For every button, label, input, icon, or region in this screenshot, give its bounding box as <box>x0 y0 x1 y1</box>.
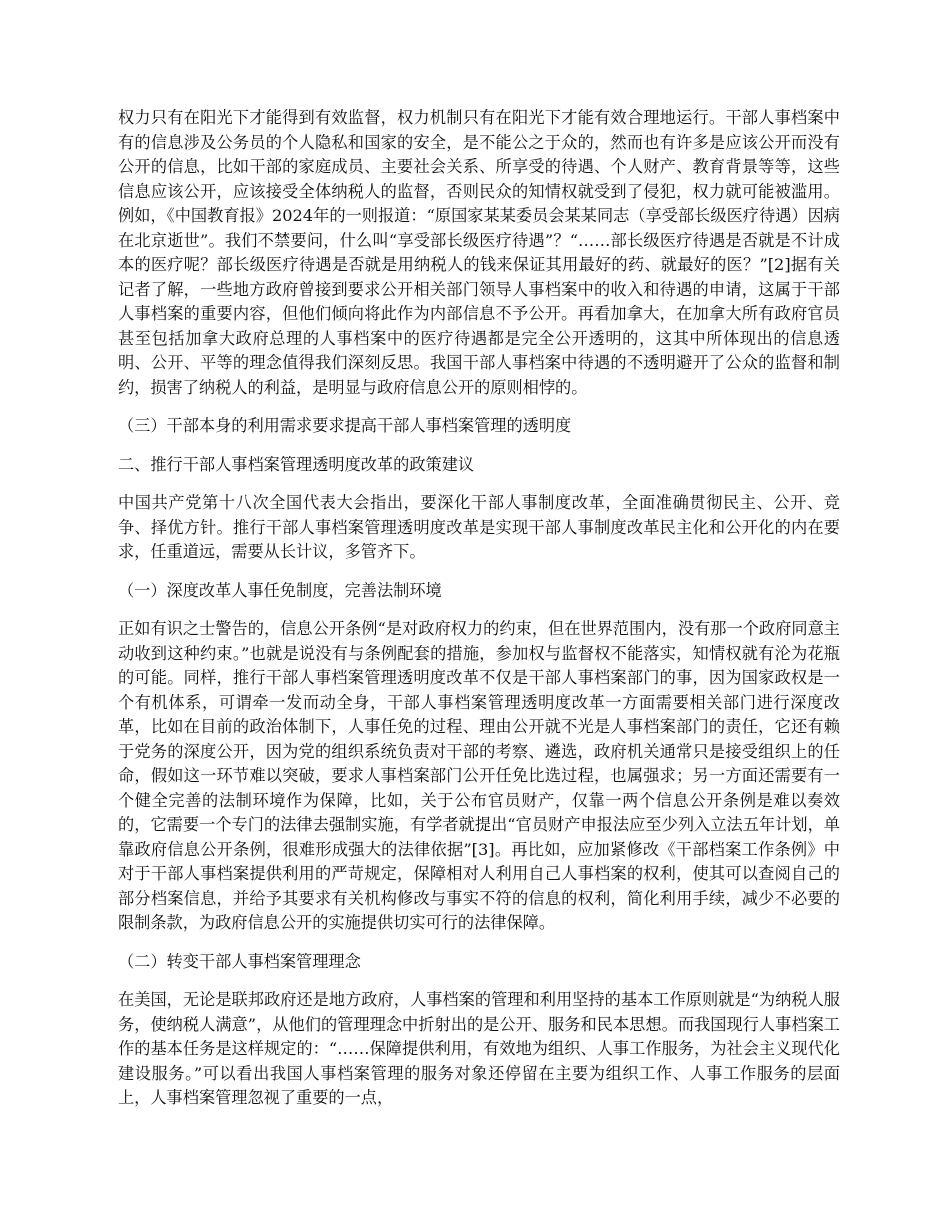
document-page <box>118 106 840 1125</box>
paragraph-usa-management: 在美国，无论是联邦政府还是地方政府，人事档案的管理和利用坚持的基本工作原则就是“为纳税人服务，使纳税人满意”，从他们的管理理念中折射出的是公开、服务和民本思想。而我国现行人事档案工作的基本任务是这样规定的：“……保障提供利用，有效地为组织、人事工作服务，为社会主义现代化建设服务。”可以看出我国人事档案管理的服务对象还停留在主要为组织工作、人事工作服务的层面上，人事档案管理忽视了重要的一点， <box>118 990 840 1107</box>
paragraph-18th-congress: 中国共产党第十八次全国代表大会指出，要深化干部人事制度改革，全面准确贯彻民主、公开、竞争、择优方针。推行干部人事档案管理透明度改革是实现干部人事制度改革民主化和公开化的内在要求，任重道远，需要从长计议，多管齐下。 <box>118 493 840 561</box>
section-heading-2: （二）转变干部人事档案管理理念 <box>118 951 361 971</box>
section-heading-1: （一）深度改革人事任免制度，完善法制环境 <box>118 580 442 600</box>
section-heading-3: （三）干部本身的利用需求要求提高干部人事档案管理的透明度 <box>118 416 572 435</box>
paragraph-legal-environment: 正如有识之士警告的，信息公开条例“是对政府权力的约束，但在世界范围内，没有那一个政府同意主动收到这种约束。”也就是说没有与条例配套的措施，参加权与监督权不能落实，知情权就有沦为花瓶的可能。同样，推行干部人事档案管理透明度改革不仅是干部人事档案部门的事，因为国家政权是一个有机体系，可谓牵一发而动全身，干部人事档案管理透明度改革一方面需要相关部门进行深度改革，比如在目前的政治体制下，人事任免的过程、理由公开就不光是人事档案部门的责任，它还有赖于党务的深度公开，因为党的组织系统负责对干部的考察、遴选，政府机关通常只是接受组织上的任命，假如这一环节难以突破，要求人事档案部门公开任免比选过程，也属强求；另一方面还需要有一个健全完善的法制环境作为保障，比如，关于公布官员财产，仅靠一两个信息公开条例是难以奏效的，它需要一个专门的法律去强制实施，有学者就提出“官员财产申报法应至少列入立法五年计划，单靠政府信息公开条例，很难形成强大的法律依据”[3]。再比如，应加紧修改《干部档案工作条例》中对于干部人事档案提供利用的严苛规定，保障相对人利用自己人事档案的权利，使其可以查阅自己的部分档案信息，并给予其要求有关机构修改与事实不符的信息的权利，简化利用手续，减少不必要的限制条款，为政府信息公开的实施提供切实可行的法律保障。 <box>118 619 840 932</box>
paragraph-power-sunlight: 权力只有在阳光下才能得到有效监督，权力机制只有在阳光下才能有效合理地运行。干部人事档案中有的信息涉及公务员的个人隐私和国家的安全，是不能公之于众的，然而也有许多是应该公开而没有公开的信息，比如干部的家庭成员、主要社会关系、所享受的待遇、个人财产、教育背景等等，这些信息应该公开，应该接受全体纳税人的监督，否则民众的知情权就受到了侵犯，权力就可能被滥用。例如，《中国教育报》2024年的一则报道：“原国家某某委员会某某同志（享受部长级医疗待遇）因病在北京逝世”。我们不禁要问，什么叫“享受部长级医疗待遇”？“……部长级医疗待遇是否就是不计成本的医疗呢？部长级医疗待遇是否就是用纳税人的钱来保证其用最好的药、就最好的医？”[2]据有关记者了解，一些地方政府曾接到要求公开相关部门领导人事档案中的收入和待遇的申请，这属于干部人事档案的重要内容，但他们倾向将此作为内部信息不予公开。再看加拿大，在加拿大所有政府官员甚至包括加拿大政府总理的人事档案中的医疗待遇都是完全公开透明的，这其中所体现出的信息透明、公开、平等的理念值得我们深刻反思。我国干部人事档案中待遇的不透明避开了公众的监督和制约，损害了纳税人的利益，是明显与政府信息公开的原则相悖的。 <box>118 108 840 397</box>
chapter-heading-2: 二、推行干部人事档案管理透明度改革的政策建议 <box>118 454 475 474</box>
